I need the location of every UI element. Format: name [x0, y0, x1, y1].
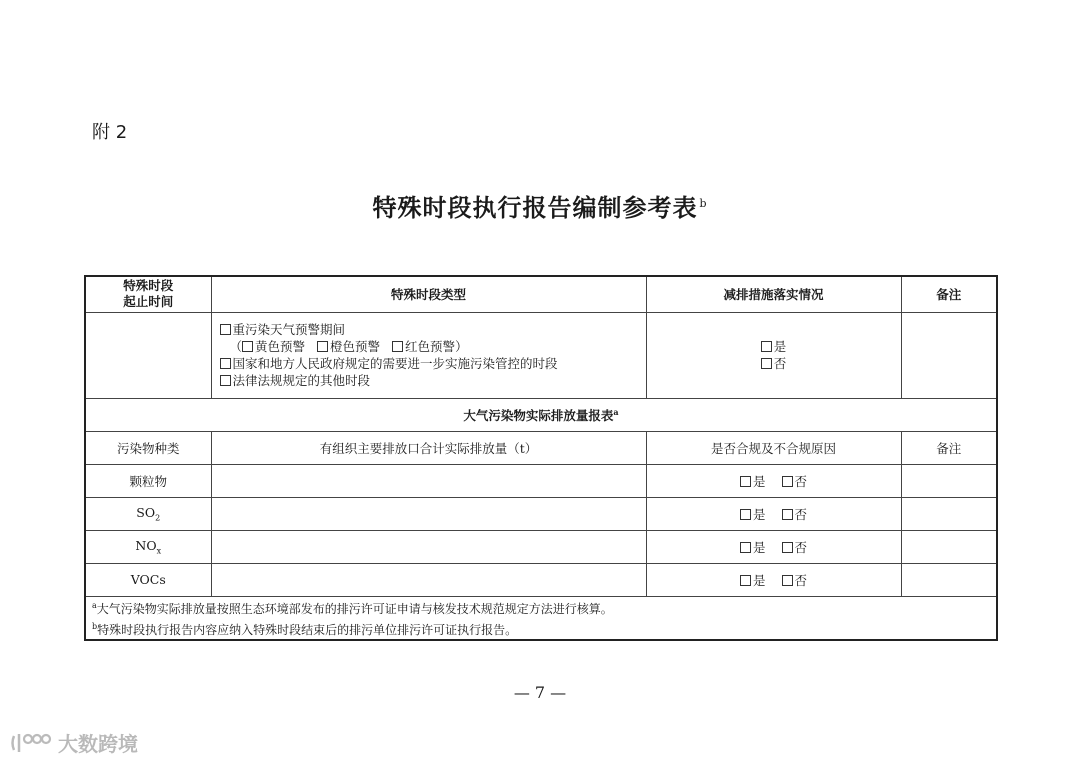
label-gov: 国家和地方人民政府规定的需要进一步实施污染管控的时段 — [232, 356, 558, 371]
table-row — [85, 563, 997, 596]
pollutant-name — [85, 563, 211, 596]
option-other — [220, 372, 640, 389]
checkbox-no[interactable] — [782, 476, 793, 487]
note-a-text: 大气污染物实际排放量按照生态环境部发布的排污许可证申请与核发技术规范规定方法进行核算。 — [96, 601, 613, 616]
table-row — [85, 497, 997, 530]
checkbox-orange[interactable] — [317, 341, 328, 352]
emission-cell[interactable] — [211, 530, 646, 563]
note-a — [92, 597, 990, 618]
remark-cell[interactable] — [901, 497, 997, 530]
checkbox-status-yes[interactable] — [761, 341, 772, 352]
annex-label: 附 2 — [92, 122, 128, 143]
emission-cell[interactable] — [211, 563, 646, 596]
checkbox-other[interactable] — [220, 375, 231, 386]
period-header-line2: 起止时间 — [123, 294, 174, 310]
choice-yes — [740, 505, 766, 523]
choice-yes — [740, 538, 766, 556]
checkbox-red[interactable] — [392, 341, 403, 352]
page-number: — 7 — — [513, 683, 567, 702]
table2-title-text: 大气污染物实际排放量报表 — [463, 407, 614, 423]
checkbox-no[interactable] — [782, 509, 793, 520]
title-text: 特殊时段执行报告编制参考表 — [372, 193, 698, 222]
table2-note-mark: a — [613, 406, 619, 417]
status-header: 减排措施落实情况 — [646, 276, 901, 312]
checkbox-yes[interactable] — [740, 509, 751, 520]
checkbox-yes[interactable] — [740, 542, 751, 553]
status-cell — [646, 312, 901, 398]
period-header-line1: 特殊时段 — [123, 278, 174, 294]
warning-level-options: （ 黄色预警 橙色预警 红色预警） — [229, 339, 468, 354]
title-note-mark: b — [699, 197, 708, 210]
checkbox-heavy-pollution[interactable] — [220, 324, 231, 335]
remark-cell[interactable] — [901, 530, 997, 563]
remark-cell[interactable] — [901, 312, 997, 398]
yes-label: 是 — [752, 572, 766, 588]
emission-cell[interactable] — [211, 464, 646, 497]
no-label: 否 — [794, 539, 808, 555]
checkbox-yes[interactable] — [740, 476, 751, 487]
table1-data-row — [85, 312, 997, 398]
status-yes-label: 是 — [773, 339, 787, 354]
table1-header-row — [85, 276, 997, 312]
watermark — [10, 728, 138, 757]
table2-header-row — [85, 431, 997, 464]
checkbox-yes[interactable] — [740, 575, 751, 586]
pollutant-name — [85, 497, 211, 530]
table-row — [85, 530, 997, 563]
yes-label: 是 — [752, 473, 766, 489]
yes-label: 是 — [752, 539, 766, 555]
status-no — [653, 355, 895, 372]
table2-title — [85, 398, 997, 431]
note-b-mark: b — [92, 621, 98, 631]
pollutant-name — [85, 530, 211, 563]
pollutant-text: SO — [136, 504, 156, 520]
period-header — [85, 276, 211, 312]
emission-cell[interactable] — [211, 497, 646, 530]
pollutant-text: 颗粒物 — [129, 473, 167, 489]
watermark-logo-icon — [10, 730, 52, 756]
notes-cell — [85, 596, 997, 640]
option-heavy-pollution — [220, 321, 640, 338]
compliance-cell — [646, 530, 901, 563]
compliance-header: 是否合规及不合规原因 — [646, 431, 901, 464]
choice-yes — [740, 571, 766, 589]
type-header: 特殊时段类型 — [211, 276, 646, 312]
page-title — [0, 188, 1080, 223]
note-b-text: 特殊时段执行报告内容应纳入特殊时段结束后的排污单位排污许可证执行报告。 — [97, 622, 518, 637]
pollutant-subscript: 2 — [155, 513, 161, 523]
pollutant-subscript: x — [156, 546, 162, 556]
watermark-text: 大数跨境 — [58, 732, 138, 756]
report-table — [84, 275, 998, 641]
remark-cell[interactable] — [901, 464, 997, 497]
checkbox-no[interactable] — [782, 542, 793, 553]
checkbox-yellow[interactable] — [242, 341, 253, 352]
remark-cell[interactable] — [901, 563, 997, 596]
choice-no — [782, 505, 808, 523]
pollutant-name — [85, 464, 211, 497]
emission-header: 有组织主要排放口合计实际排放量（t） — [211, 431, 646, 464]
choice-no — [782, 472, 808, 490]
no-label: 否 — [794, 506, 808, 522]
pollutant-text: VOCs — [130, 572, 166, 587]
pollutant-text: NO — [135, 537, 157, 553]
label-other: 法律法规规定的其他时段 — [232, 373, 371, 388]
label-orange: 橙色预警 — [330, 339, 381, 354]
option-gov — [220, 355, 640, 372]
no-label: 否 — [794, 473, 808, 489]
choice-yes — [740, 472, 766, 490]
checkbox-status-no[interactable] — [761, 358, 772, 369]
label-heavy-pollution: 重污染天气预警期间 — [232, 322, 346, 337]
yes-label: 是 — [752, 506, 766, 522]
note-a-mark: a — [92, 600, 97, 610]
table-row — [85, 464, 997, 497]
compliance-cell — [646, 563, 901, 596]
notes-row — [85, 596, 997, 640]
choice-no — [782, 538, 808, 556]
compliance-cell — [646, 464, 901, 497]
label-red: 红色预警 — [405, 339, 456, 354]
pollutant-header: 污染物种类 — [85, 431, 211, 464]
type-options-cell — [211, 312, 646, 398]
checkbox-no[interactable] — [782, 575, 793, 586]
choice-no — [782, 571, 808, 589]
remark-header: 备注 — [901, 276, 997, 312]
period-cell[interactable] — [85, 312, 211, 398]
table2-title-row — [85, 398, 997, 431]
compliance-cell — [646, 497, 901, 530]
no-label: 否 — [794, 572, 808, 588]
checkbox-gov[interactable] — [220, 358, 231, 369]
status-no-label: 否 — [773, 356, 787, 371]
note-b — [92, 618, 990, 639]
status-yes — [653, 338, 895, 355]
table2-remark-header: 备注 — [901, 431, 997, 464]
label-yellow: 黄色预警 — [255, 339, 306, 354]
